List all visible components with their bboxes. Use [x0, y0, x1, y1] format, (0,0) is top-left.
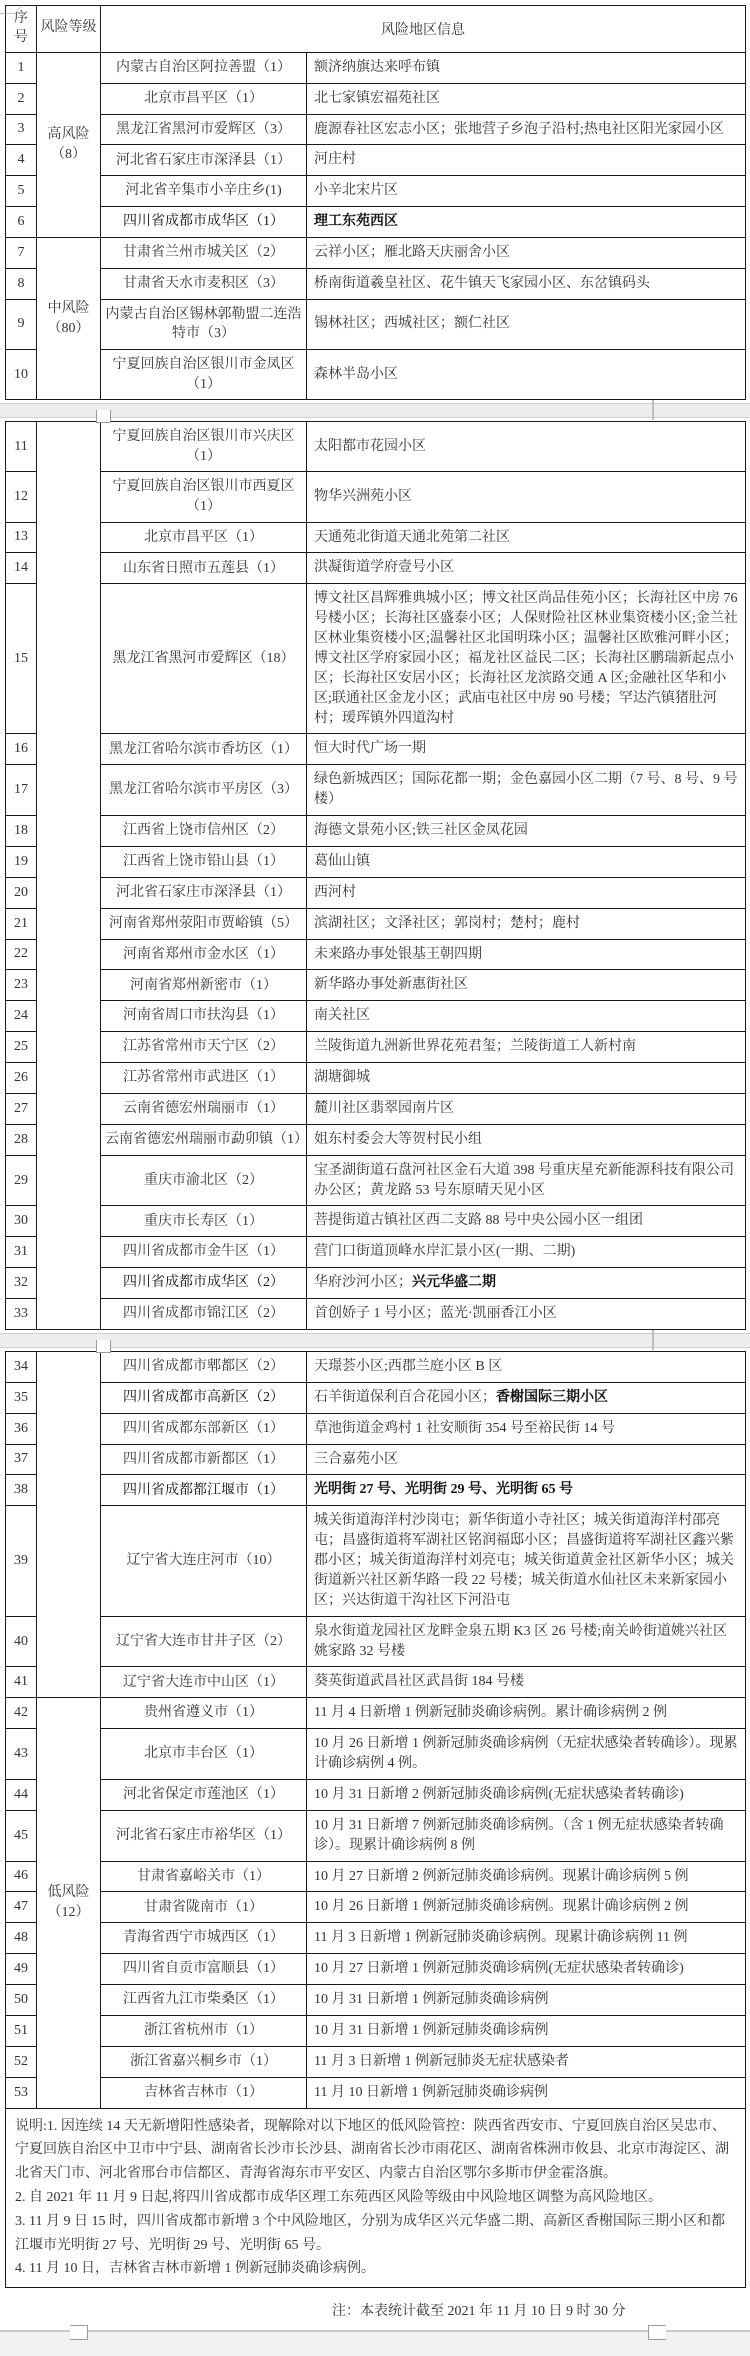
region-cell: 重庆市渝北区（2） — [101, 1155, 307, 1206]
header-risk-level: 风险等级 — [37, 6, 101, 53]
row-number-cell: 16 — [6, 734, 37, 765]
info-cell: 泉水街道龙园社区龙畔金泉五期 K3 区 26 号楼;南关岭街道姚兴社区姚家路 32 号楼 — [307, 1616, 746, 1667]
row-number-cell: 39 — [6, 1506, 37, 1616]
table-row — [6, 908, 746, 939]
risk-level-cell: 高风险 （8） — [37, 52, 101, 237]
row-number-cell: 14 — [6, 553, 37, 584]
row-number-cell: 18 — [6, 816, 37, 847]
row-number-cell: 29 — [6, 1155, 37, 1206]
table-row — [6, 1475, 746, 1506]
region-cell: 四川省成都市高新区（2） — [101, 1382, 307, 1413]
info-cell: 三合嘉苑小区 — [307, 1444, 746, 1475]
risk-table-segment-2 — [5, 421, 746, 1330]
row-number-cell: 36 — [6, 1413, 37, 1444]
region-cell: 辽宁省大连市中山区（1） — [101, 1667, 307, 1698]
row-number-cell: 41 — [6, 1667, 37, 1698]
table-row — [6, 52, 746, 83]
region-cell: 甘肃省陇南市（1） — [101, 1892, 307, 1923]
info-cell: 草池街道金鸡村 1 社安顺街 354 号至裕民街 14 号 — [307, 1413, 746, 1444]
region-cell: 河北省辛集市小辛庄乡(1) — [101, 176, 307, 207]
row-number-cell: 6 — [6, 207, 37, 238]
table-row — [6, 1206, 746, 1237]
table-row — [6, 1351, 746, 1382]
table-row — [6, 83, 746, 114]
info-cell: 南关社区 — [307, 1001, 746, 1032]
table-row — [6, 1124, 746, 1155]
table-row — [6, 349, 746, 399]
header-serial: 序号 — [6, 6, 37, 53]
row-number-cell: 8 — [6, 268, 37, 299]
row-number-cell: 1 — [6, 52, 37, 83]
table-row — [6, 145, 746, 176]
info-cell: 石羊街道保利百合花园小区；香榭国际三期小区 — [307, 1382, 746, 1413]
page-margin-marker — [96, 410, 111, 423]
region-cell: 黑龙江省黑河市爱辉区（18） — [101, 584, 307, 734]
info-cell: 海德文景苑小区;铁三社区金凤花园 — [307, 816, 746, 847]
region-cell: 河南省郑州市金水区（1） — [101, 939, 307, 970]
region-cell: 宁夏回族自治区银川市金凤区（1） — [101, 349, 307, 399]
row-number-cell: 7 — [6, 238, 37, 269]
row-number-cell: 5 — [6, 176, 37, 207]
region-cell: 重庆市长寿区（1） — [101, 1206, 307, 1237]
region-cell: 甘肃省天水市麦积区（3） — [101, 268, 307, 299]
table-row — [6, 939, 746, 970]
table-row — [6, 1861, 746, 1892]
row-number-cell: 47 — [6, 1892, 37, 1923]
row-number-cell: 33 — [6, 1299, 37, 1330]
row-number-cell: 17 — [6, 765, 37, 816]
risk-table-segment-3 — [5, 1351, 746, 2288]
row-number-cell: 34 — [6, 1351, 37, 1382]
table-row — [6, 2015, 746, 2046]
region-cell: 辽宁省大连市甘井子区（2） — [101, 1616, 307, 1667]
page-margin-marker — [96, 1340, 111, 1353]
note-line-3: 3. 11 月 9 日 15 时，四川省成都市新增 3 个中风险地区，分别为成华区兴元华盛二期、高新区香榭国际三期小区和都江堰市光明街 27 号、光明街 29 号、光明街 65 号。 — [15, 2213, 725, 2253]
row-number-cell: 21 — [6, 908, 37, 939]
table-row — [6, 1985, 746, 2016]
region-cell: 河南省周口市扶沟县（1） — [101, 1001, 307, 1032]
region-cell: 四川省成都市金牛区（1） — [101, 1237, 307, 1268]
info-cell: 西河村 — [307, 877, 746, 908]
info-cell: 10 月 27 日新增 1 例新冠肺炎确诊病例(无症状感染者转确诊) — [307, 1954, 746, 1985]
row-number-cell: 53 — [6, 2077, 37, 2108]
table-row — [6, 1155, 746, 1206]
info-cell: 博文社区昌辉雅典城小区；博文社区尚品佳苑小区；长海社区中房 76 号楼小区；长海社区盛泰小区；人保财险社区林业集资楼小区;金兰社区林业集资楼小区;温馨社区北国明珠小区；温馨社区欧雅河畔小区；博文社区学府家园小区；福龙社区益民二区；长海社区鹏瑞新起点小区；长海社区安居小区；长海社区龙滨路交通 A 区;金融社区华和小区;联通社区金龙小区；武庙屯社区中房 90 号楼；罕达汽镇猪肚河村；瑷珲镇外四道沟村 — [307, 584, 746, 734]
row-number-cell: 3 — [6, 114, 37, 145]
table-body-segment-2 — [6, 422, 746, 1330]
info-cell: 10 月 31 日新增 7 例新冠肺炎确诊病例。（含 1 例无症状感染者转确诊）。现累计确诊病例 8 例 — [307, 1810, 746, 1861]
row-number-cell: 15 — [6, 584, 37, 734]
info-cell: 太阳都市花园小区 — [307, 422, 746, 472]
region-cell: 四川省成都市成华区（2） — [101, 1268, 307, 1299]
region-cell: 山东省日照市五莲县（1） — [101, 553, 307, 584]
table-row — [6, 268, 746, 299]
row-number-cell: 49 — [6, 1954, 37, 1985]
notes-row — [6, 2108, 746, 2288]
row-number-cell: 4 — [6, 145, 37, 176]
region-cell: 河北省石家庄市裕华区（1） — [101, 1810, 307, 1861]
region-cell: 河北省石家庄市深泽县（1） — [101, 145, 307, 176]
row-number-cell: 38 — [6, 1475, 37, 1506]
region-cell: 黑龙江省黑河市爱辉区（3） — [101, 114, 307, 145]
page-margin-marker — [652, 400, 654, 420]
table-row — [6, 1093, 746, 1124]
info-cell: 绿色新城西区；国际花都一期；金色嘉园小区二期（7 号、8 号、9 号楼） — [307, 765, 746, 816]
row-number-cell: 51 — [6, 2015, 37, 2046]
info-cell: 城关街道海洋村沙岗屯；新华街道小寺社区；城关街道海洋村邵亮屯；昌盛街道将军湖社区铭润福邸小区；昌盛街道将军湖社区鑫兴紫郡小区；城关街道海洋村刘亮屯；城关街道黄金社区新华小区；城关街道新兴社区新华路一段 22 号楼；城关街道水仙社区未来新家园小区；兴达街道干沟社区下河沿屯 — [307, 1506, 746, 1616]
table-row — [6, 1616, 746, 1667]
page-margin-marker — [652, 1330, 654, 1350]
table-row — [6, 1779, 746, 1810]
info-cell: 宝圣湖街道石盘河社区金石大道 398 号重庆星充新能源科技有限公司办公区；黄龙路 53 号东原晴天见小区 — [307, 1155, 746, 1206]
info-cell: 洪凝街道学府壹号小区 — [307, 553, 746, 584]
info-cell: 葵英街道武昌社区武昌街 184 号楼 — [307, 1667, 746, 1698]
statistics-cutoff-note: 注：本表统计截至 2021 年 11 月 10 日 9 时 30 分 — [332, 2304, 626, 2320]
region-cell: 四川省成都市新都区（1） — [101, 1444, 307, 1475]
row-number-cell: 11 — [6, 422, 37, 472]
table-row — [6, 1382, 746, 1413]
table-row — [6, 1237, 746, 1268]
info-cell: 桥南街道羲皇社区、花牛镇天飞家园小区、东岔镇码头 — [307, 268, 746, 299]
info-cell: 天通苑北街道天通北苑第二社区 — [307, 522, 746, 553]
table-row — [6, 299, 746, 349]
info-cell: 11 月 3 日新增 1 例新冠肺炎无症状感染者 — [307, 2046, 746, 2077]
info-cell: 额济纳旗达来呼布镇 — [307, 52, 746, 83]
row-number-cell: 27 — [6, 1093, 37, 1124]
region-cell: 北京市昌平区（1） — [101, 83, 307, 114]
row-number-cell: 13 — [6, 522, 37, 553]
region-cell: 甘肃省兰州市城关区（2） — [101, 238, 307, 269]
region-cell: 河北省保定市莲池区（1） — [101, 1779, 307, 1810]
table-row — [6, 1063, 746, 1094]
table-row — [6, 1892, 746, 1923]
row-number-cell: 10 — [6, 349, 37, 399]
info-cell: 理工东苑西区 — [307, 207, 746, 238]
row-number-cell: 35 — [6, 1382, 37, 1413]
risk-table-segment-1 — [5, 5, 746, 400]
region-cell: 河北省石家庄市深泽县（1） — [101, 877, 307, 908]
row-number-cell: 12 — [6, 472, 37, 522]
table-row — [6, 1698, 746, 1729]
page-margin-marker — [70, 2325, 88, 2340]
page-break-band — [0, 1333, 750, 1348]
info-cell: 恒大时代广场一期 — [307, 734, 746, 765]
row-number-cell: 52 — [6, 2046, 37, 2077]
region-cell: 四川省成都市成华区（1） — [101, 207, 307, 238]
table-row — [6, 422, 746, 472]
table-row — [6, 734, 746, 765]
row-number-cell: 20 — [6, 877, 37, 908]
risk-level-cell: 中风险 （80） — [37, 238, 101, 400]
info-cell: 10 月 26 日新增 1 例新冠肺炎确诊病例。现累计确诊病例 2 例 — [307, 1892, 746, 1923]
table-row — [6, 1810, 746, 1861]
row-number-cell: 30 — [6, 1206, 37, 1237]
region-cell: 浙江省嘉兴桐乡市（1） — [101, 2046, 307, 2077]
region-cell: 贵州省遵义市（1） — [101, 1698, 307, 1729]
info-cell: 河庄村 — [307, 145, 746, 176]
table-row — [6, 2046, 746, 2077]
info-cell: 未来路办事处银基王朝四期 — [307, 939, 746, 970]
region-cell: 四川省成都市郫都区（2） — [101, 1351, 307, 1382]
row-number-cell: 2 — [6, 83, 37, 114]
row-number-cell: 22 — [6, 939, 37, 970]
region-cell: 四川省自贡市富顺县（1） — [101, 1954, 307, 1985]
region-cell: 青海省西宁市城西区（1） — [101, 1923, 307, 1954]
info-cell: 葛仙山镇 — [307, 846, 746, 877]
table-body-segment-3 — [6, 1351, 746, 2108]
table-row — [6, 1923, 746, 1954]
row-number-cell: 32 — [6, 1268, 37, 1299]
table-row — [6, 1954, 746, 1985]
note-line-4: 4. 11 月 10 日，吉林省吉林市新增 1 例新冠肺炎确诊病例。 — [15, 2261, 375, 2277]
info-cell: 营门口街道顶峰水岸汇景小区(一期、二期) — [307, 1237, 746, 1268]
row-number-cell: 9 — [6, 299, 37, 349]
info-cell: 菩提街道古镇社区西二支路 88 号中央公园小区一组团 — [307, 1206, 746, 1237]
info-cell: 10 月 31 日新增 1 例新冠肺炎确诊病例 — [307, 2015, 746, 2046]
region-cell: 江西省九江市柴桑区（1） — [101, 1985, 307, 2016]
region-cell: 内蒙古自治区阿拉善盟（1） — [101, 52, 307, 83]
risk-level-cell — [37, 1351, 101, 1697]
region-cell: 北京市昌平区（1） — [101, 522, 307, 553]
table-row — [6, 522, 746, 553]
risk-level-cell: 低风险 （12） — [37, 1698, 101, 2108]
row-number-cell: 25 — [6, 1032, 37, 1063]
region-cell: 黑龙江省哈尔滨市平房区（3） — [101, 765, 307, 816]
region-cell: 辽宁省大连庄河市（10） — [101, 1506, 307, 1616]
region-cell: 北京市丰台区（1） — [101, 1729, 307, 1780]
row-number-cell: 40 — [6, 1616, 37, 1667]
region-cell: 河南省郑州荥阳市贾峪镇（5） — [101, 908, 307, 939]
table-row — [6, 1001, 746, 1032]
table-row — [6, 970, 746, 1001]
region-cell: 黑龙江省哈尔滨市香坊区（1） — [101, 734, 307, 765]
table-row — [6, 1506, 746, 1616]
region-cell: 江西省上饶市信州区（2） — [101, 816, 307, 847]
page-bottom-edge — [0, 2330, 750, 2356]
table-row — [6, 2077, 746, 2108]
note-line-2: 2. 自 2021 年 11 月 9 日起,将四川省成都市成华区理工东苑西区风险等级由中风险地区调整为高风险地区。 — [15, 2189, 662, 2205]
info-cell: 物华兴洲苑小区 — [307, 472, 746, 522]
info-cell: 兰陵街道九洲新世界花苑君玺；兰陵街道工人新村南 — [307, 1032, 746, 1063]
region-cell: 江西省上饶市铅山县（1） — [101, 846, 307, 877]
table-row — [6, 816, 746, 847]
table-row — [6, 207, 746, 238]
row-number-cell: 37 — [6, 1444, 37, 1475]
region-cell: 河南省郑州新密市（1） — [101, 970, 307, 1001]
table-row — [6, 472, 746, 522]
table-row — [6, 584, 746, 734]
table-row — [6, 553, 746, 584]
row-number-cell: 45 — [6, 1810, 37, 1861]
row-number-cell: 31 — [6, 1237, 37, 1268]
region-cell: 云南省德宏州瑞丽市勐卯镇（1） — [101, 1124, 307, 1155]
info-cell: 11 月 10 日新增 1 例新冠肺炎确诊病例 — [307, 2077, 746, 2108]
info-cell: 光明街 27 号、光明街 29 号、光明街 65 号 — [307, 1475, 746, 1506]
table-row — [6, 1444, 746, 1475]
row-number-cell: 44 — [6, 1779, 37, 1810]
info-cell: 鹿源春社区宏志小区；张地营子乡泡子沿村;热电社区阳光家园小区 — [307, 114, 746, 145]
region-cell: 浙江省杭州市（1） — [101, 2015, 307, 2046]
row-number-cell: 42 — [6, 1698, 37, 1729]
region-cell: 甘肃省嘉峪关市（1） — [101, 1861, 307, 1892]
row-number-cell: 26 — [6, 1063, 37, 1094]
table-row — [6, 1413, 746, 1444]
notes-cell — [6, 2108, 746, 2288]
region-cell: 四川省成都东部新区（1） — [101, 1413, 307, 1444]
table-row — [6, 238, 746, 269]
info-cell: 湖塘御城 — [307, 1063, 746, 1094]
info-cell: 新华路办事处新惠街社区 — [307, 970, 746, 1001]
info-cell: 首创娇子 1 号小区；蓝光·凯丽香江小区 — [307, 1299, 746, 1330]
table-row — [6, 1667, 746, 1698]
row-number-cell: 48 — [6, 1923, 37, 1954]
row-number-cell: 50 — [6, 1985, 37, 2016]
row-number-cell: 24 — [6, 1001, 37, 1032]
table-row — [6, 877, 746, 908]
header-risk-area-info: 风险地区信息 — [101, 6, 746, 53]
info-cell: 森林半岛小区 — [307, 349, 746, 399]
row-number-cell: 23 — [6, 970, 37, 1001]
risk-level-cell — [37, 422, 101, 1330]
table-body-segment-1 — [6, 52, 746, 399]
info-cell: 10 月 31 日新增 1 例新冠肺炎确诊病例 — [307, 1985, 746, 2016]
row-number-cell: 28 — [6, 1124, 37, 1155]
row-number-cell: 43 — [6, 1729, 37, 1780]
table-row — [6, 1729, 746, 1780]
table-row — [6, 1299, 746, 1330]
table-header-row — [6, 6, 746, 53]
page-break-band — [0, 403, 750, 418]
region-cell: 四川省成都市锦江区（2） — [101, 1299, 307, 1330]
row-number-cell: 19 — [6, 846, 37, 877]
info-cell: 华府沙河小区；兴元华盛二期 — [307, 1268, 746, 1299]
page-margin-marker — [648, 2325, 666, 2340]
table-row — [6, 1032, 746, 1063]
region-cell: 内蒙古自治区锡林郭勒盟二连浩特市（3） — [101, 299, 307, 349]
table-row — [6, 1268, 746, 1299]
region-cell: 吉林省吉林市（1） — [101, 2077, 307, 2108]
info-cell: 云祥小区；雁北路天庆丽舍小区 — [307, 238, 746, 269]
info-cell: 麓川社区翡翠园南片区 — [307, 1093, 746, 1124]
info-cell: 10 月 27 日新增 2 例新冠肺炎确诊病例。现累计确诊病例 5 例 — [307, 1861, 746, 1892]
region-cell: 宁夏回族自治区银川市西夏区（1） — [101, 472, 307, 522]
info-cell: 11 月 3 日新增 1 例新冠肺炎确诊病例。现累计确诊病例 11 例 — [307, 1923, 746, 1954]
region-cell: 江苏省常州市武进区（1） — [101, 1063, 307, 1094]
table-row — [6, 765, 746, 816]
table-row — [6, 846, 746, 877]
table-row — [6, 176, 746, 207]
info-cell: 10 月 31 日新增 2 例新冠肺炎确诊病例(无症状感染者转确诊) — [307, 1779, 746, 1810]
info-cell: 10 月 26 日新增 1 例新冠肺炎确诊病例（无症状感染者转确诊）。现累计确诊病例 4 例。 — [307, 1729, 746, 1780]
note-line-1: 说明:1. 因连续 14 天无新增阳性感染者，现解除对以下地区的低风险管控：陕西省西安市、宁夏回族自治区吴忠市、宁夏回族自治区中卫市中宁县、湖南省长沙市长沙县、湖南省长沙市雨花区、湖南省株洲市攸县、北京市海淀区、湖北省天门市、河北省邢台市信都区、青海省海东市平安区、内蒙古自治区鄂尔多斯市伊金霍洛旗。 — [15, 2118, 729, 2182]
info-cell: 天璟荟小区;西郡兰庭小区 B 区 — [307, 1351, 746, 1382]
info-cell: 11 月 4 日新增 1 例新冠肺炎确诊病例。累计确诊病例 2 例 — [307, 1698, 746, 1729]
info-cell: 小辛北宋片区 — [307, 176, 746, 207]
region-cell: 云南省德宏州瑞丽市（1） — [101, 1093, 307, 1124]
row-number-cell: 46 — [6, 1861, 37, 1892]
info-cell: 北七家镇宏福苑社区 — [307, 83, 746, 114]
info-cell: 滨湖社区；文泽社区；郭岗村；楚村；鹿村 — [307, 908, 746, 939]
info-cell: 姐东村委会大等贺村民小组 — [307, 1124, 746, 1155]
region-cell: 宁夏回族自治区银川市兴庆区（1） — [101, 422, 307, 472]
region-cell: 四川省成都都江堰市（1） — [101, 1475, 307, 1506]
table-row — [6, 114, 746, 145]
region-cell: 江苏省常州市天宁区（2） — [101, 1032, 307, 1063]
info-cell: 锡林社区；西城社区；额仁社区 — [307, 299, 746, 349]
